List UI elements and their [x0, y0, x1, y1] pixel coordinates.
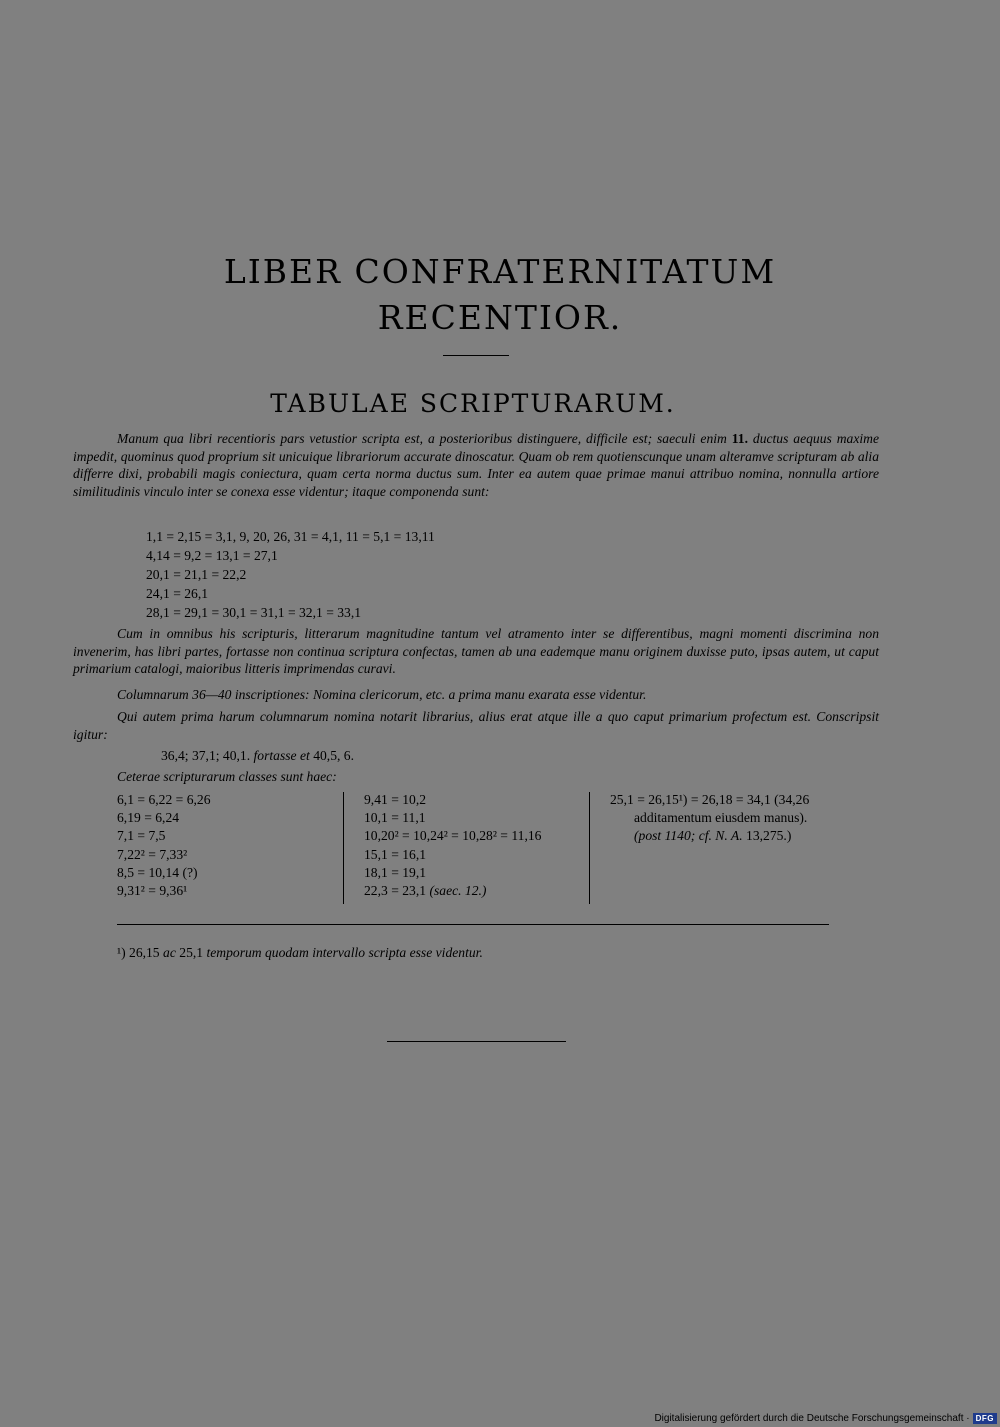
conscripsit-fortasse: fortasse et	[253, 748, 310, 763]
digitization-credit	[654, 1413, 997, 1424]
equivalence-list	[146, 527, 435, 622]
column-divider	[589, 792, 590, 904]
column-entry: 6,19 = 6,24	[117, 810, 180, 826]
conscripsit-list	[161, 746, 354, 765]
column-middle	[364, 791, 541, 900]
end-rule	[387, 1041, 566, 1042]
column-entry: 6,1 = 6,22 = 6,26	[117, 792, 211, 807]
paragraph-cum: Cum in omnibus his scripturis, litterarum magnitudine tantum vel atramento inter se differentibus, magni momenti discrimina non invenerim, has libri partes, fortasse non continua scriptura confectas, tamen ab una eademque manu originem duxisse puto, ipsas autem, ut caput primarium catalogi, maioribus litteris imprimendas curavi.	[73, 626, 879, 677]
conscripsit-tail: 40,5, 6.	[313, 748, 354, 763]
dfg-logo-icon: DFG	[973, 1413, 997, 1424]
document-title-line-1: LIBER CONFRATERNITATUM	[223, 252, 777, 291]
equivalence-line: 24,1 = 26,1	[146, 586, 209, 601]
document-title-line-2: RECENTIOR.	[377, 298, 623, 337]
column-entry: 18,1 = 19,1	[364, 864, 427, 880]
column-entry: 10,1 = 11,1	[364, 810, 426, 826]
column-entry: 10,20² = 10,24² = 10,28² = 11,16	[364, 828, 542, 844]
paragraph-ceterae: Ceterae scripturarum classes sunt haec:	[117, 769, 337, 784]
column-entry: 7,1 = 7,5	[117, 828, 166, 844]
column-entry: 22,3 = 23,1 (saec. 12.)	[364, 883, 487, 899]
conscripsit-main: 36,4; 37,1; 40,1.	[161, 748, 251, 763]
column-divider	[343, 792, 344, 904]
equivalence-line: 20,1 = 21,1 = 22,2	[146, 567, 247, 582]
column-entry: (post 1140; cf. N. A. 13,275.)	[634, 828, 792, 844]
column-entry: 7,22² = 7,33²	[117, 846, 188, 862]
paragraph-columnarum: Columnarum 36—40 inscriptiones: Nomina clericorum, etc. a prima manu exarata esse videntur.	[117, 687, 647, 702]
credit-text: Digitalisierung gefördert durch die Deutsche Forschungsgemeinschaft ·	[654, 1413, 970, 1424]
intro-paragraph: Manum qua libri recentioris pars vetustior scripta est, a posterioribus distinguere, difficile est; saeculi enim 11. ductus aequus maxime impedit, quominus quod proprium sit unicuique librariorum accurate dinoscatur. Quam ob rem quotienscunque unam alteramve scripturam ab alia differre dixi, probabili magis coniectura, quam certa norma ductus sum. Inter ea autem quae primae manui attribuo nomina, nonnulla artiore similitudinis vinculo inter se conexa esse videntur; itaque componenda sunt:	[73, 431, 879, 499]
column-entry: 15,1 = 16,1	[364, 846, 427, 862]
footnote: ¹) 26,15 ac 25,1 temporum quodam intervallo scripta esse videntur.	[117, 945, 483, 960]
paragraph-qui: Qui autem prima harum columnarum nomina notarit librarius, alius erat atque ille a quo caput primarium profectum est. Conscripsit igitur:	[73, 709, 879, 742]
equivalence-line: 28,1 = 29,1 = 30,1 = 31,1 = 32,1 = 33,1	[146, 605, 362, 620]
column-entry: 9,31² = 9,36¹	[117, 883, 188, 899]
column-left	[117, 791, 211, 900]
equivalence-line: 4,14 = 9,2 = 13,1 = 27,1	[146, 548, 278, 563]
title-rule	[443, 355, 509, 356]
footnote-separator	[117, 924, 829, 925]
column-entry: additamentum eiusdem manus).	[634, 810, 808, 826]
column-entry: 9,41 = 10,2	[364, 792, 427, 807]
equivalence-line: 1,1 = 2,15 = 3,1, 9, 20, 26, 31 = 4,1, 11 = 5,1 = 13,11	[146, 529, 435, 544]
column-entry: 8,5 = 10,14 (?)	[117, 864, 198, 880]
column-entry: 25,1 = 26,15¹) = 26,18 = 34,1 (34,26	[610, 792, 810, 807]
section-subtitle: TABULAE SCRIPTURARUM.	[270, 389, 676, 418]
column-right	[610, 791, 809, 846]
